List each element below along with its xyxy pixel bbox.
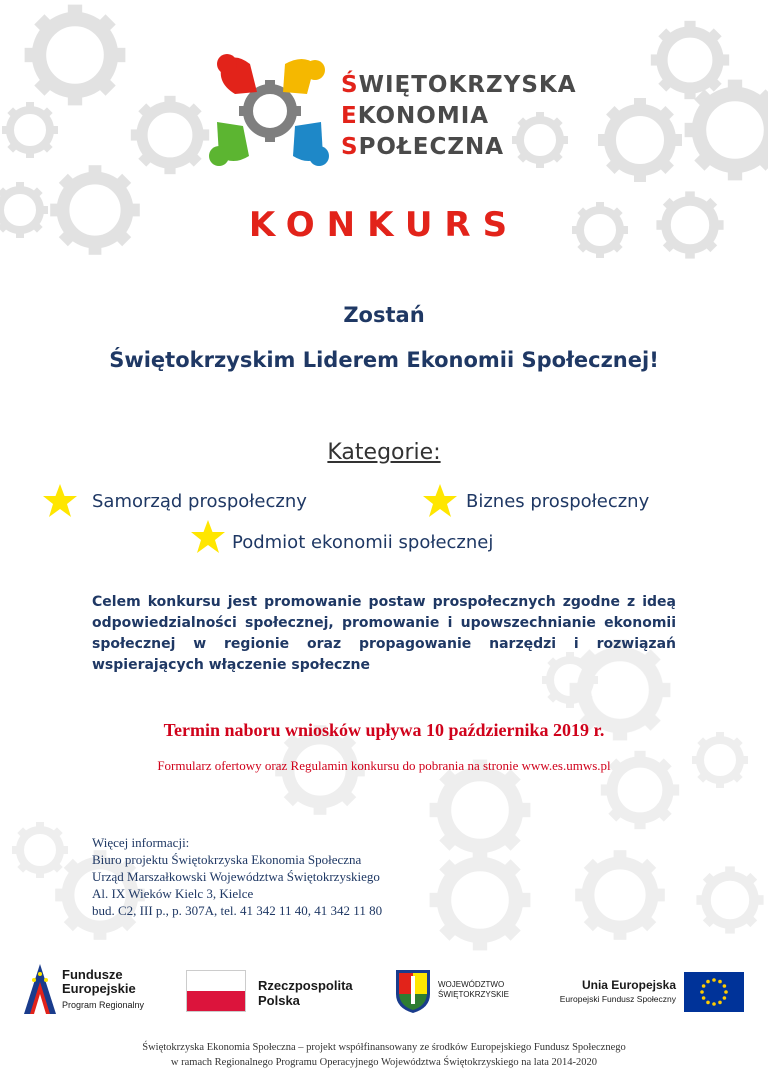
fundusze-europejskie-logo-icon bbox=[24, 964, 56, 1014]
headline-line1: Zostań bbox=[343, 303, 425, 327]
contact-line: Urząd Marszałkowski Województwa Świętokrzyskiego bbox=[92, 869, 380, 884]
headline-line2: Świętokrzyskim Liderem Ekonomii Społecznej! bbox=[109, 348, 659, 372]
star-icon bbox=[422, 483, 458, 519]
wojewodztwo-coat-of-arms-icon bbox=[394, 968, 432, 1014]
page-title: KONKURS bbox=[248, 205, 520, 245]
deadline-text: Termin naboru wniosków upływa 10 października 2019 r. bbox=[163, 720, 605, 740]
eu-flag-icon bbox=[684, 972, 744, 1012]
star-icon bbox=[42, 483, 78, 519]
footer-funding-note: Świętokrzyska Ekonomia Społeczna – projekt współfinansowany ze środków Europejskiego Fundusz Społecznego w ramach Regionalnego Programu Operacyjnego Województwa Świętokrzyskiego na lata 2014-2020 bbox=[142, 1042, 626, 1068]
contact-line: Więcej informacji: bbox=[92, 835, 190, 850]
polish-flag-icon bbox=[186, 970, 246, 1012]
footer-logo-bar bbox=[0, 962, 768, 1022]
ses-logo-icon bbox=[205, 52, 335, 170]
wojewodztwo-text: WOJEWÓDZTWO ŚWIĘTOKRZYSKIE bbox=[438, 980, 509, 999]
star-icon bbox=[190, 519, 226, 555]
rzeczpospolita-polska-text: Rzeczpospolita Polska bbox=[258, 978, 353, 1008]
category-item-biznes: Biznes prospołeczny bbox=[466, 491, 650, 512]
description-paragraph: Celem konkursu jest promowanie postaw prospołecznych zgodne z ideą odpowiedzialności społecznej, promowanie i upowszechnianie ekonomii społecznej w regionie oraz propagowanie narzędzi i rozwiązań wspierających włączenie społeczne bbox=[92, 594, 676, 673]
category-item-podmiot: Podmiot ekonomii społecznej bbox=[232, 532, 494, 553]
ses-logo-text: ŚWIĘTOKRZYSKA EKONOMIA SPOŁECZNA bbox=[341, 72, 577, 160]
contact-line: bud. C2, III p., p. 307A, tel. 41 342 11 40, 41 342 11 80 bbox=[92, 903, 383, 918]
contact-info bbox=[92, 834, 382, 919]
fundusze-europejskie-text: Fundusze Europejskie Program Regionalny bbox=[62, 967, 145, 1010]
category-item-samorzad: Samorząd prospołeczny bbox=[92, 491, 307, 512]
form-note: Formularz ofertowy oraz Regulamin konkursu do pobrania na stronie www.es.umws.pl bbox=[157, 758, 611, 773]
contact-line: Biuro projektu Świętokrzyska Ekonomia Społeczna bbox=[92, 852, 362, 867]
categories-heading: Kategorie: bbox=[327, 440, 441, 465]
unia-europejska-text: Unia Europejska Europejski Fundusz Społeczny bbox=[559, 978, 676, 1004]
contact-line: Al. IX Wieków Kielc 3, Kielce bbox=[92, 886, 254, 901]
